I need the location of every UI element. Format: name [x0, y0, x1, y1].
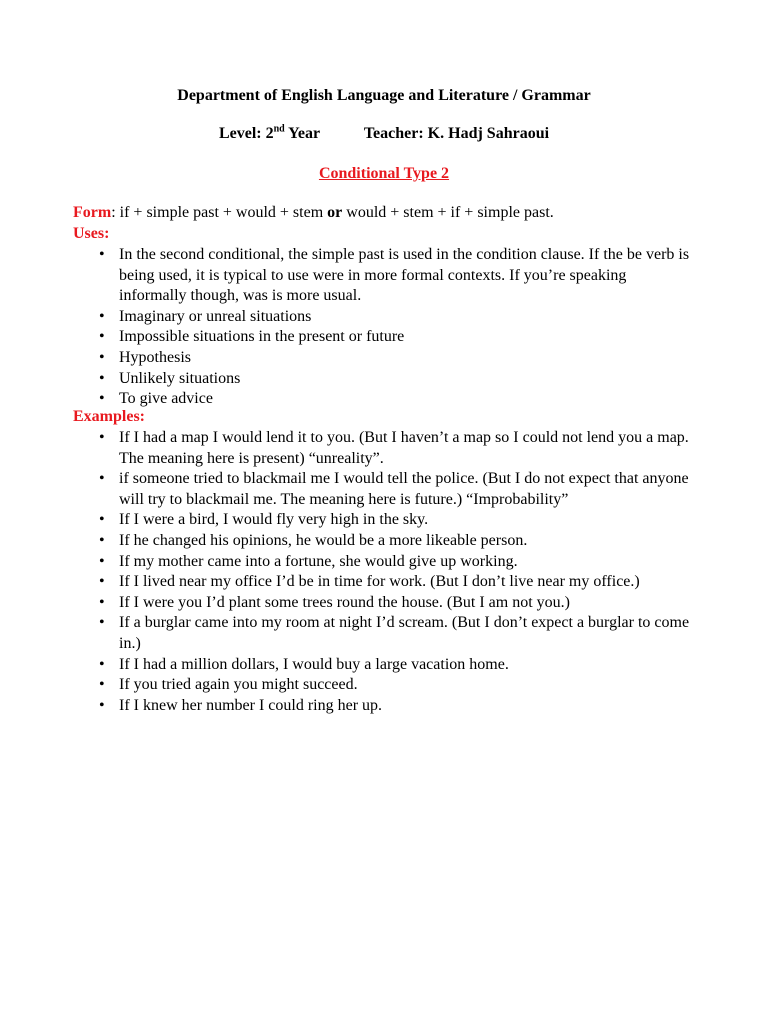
list-item: • If I had a million dollars, I would buy a large vacation home. [73, 655, 693, 676]
list-item: • Hypothesis [73, 348, 693, 369]
list-item: • In the second conditional, the simple past is used in the condition clause. If the be verb is being used, it is typical to use were in more formal contexts. If you’re speaking informally though, was is more usual. [73, 245, 693, 307]
list-item: • If a burglar came into my room at night I’d scream. (But I don’t expect a burglar to come in.) [73, 613, 693, 654]
page-title: Conditional Type 2 [318, 165, 450, 182]
teacher-name: Teacher: K. Hadj Sahraoui [363, 125, 550, 142]
level-label: Level: 2nd Year [218, 123, 320, 142]
list-item: • If you tried again you might succeed. [73, 675, 693, 696]
form-rule [73, 203, 713, 224]
list-item: • If my mother came into a fortune, she would give up working. [73, 552, 693, 573]
examples-heading: Examples: [73, 408, 145, 425]
uses-list [73, 245, 693, 410]
examples-list [73, 428, 693, 716]
uses-heading: Uses: [73, 225, 110, 242]
list-item: • Impossible situations in the present or future [73, 327, 693, 348]
form-text-after: would + stem + if + simple past. [342, 204, 554, 221]
list-item: • To give advice [73, 389, 693, 410]
level-ordinal-suffix: nd [273, 123, 285, 135]
list-item: • If I were a bird, I would fly very high in the sky. [73, 510, 693, 531]
list-item: • If I were you I’d plant some trees round the house. (But I am not you.) [73, 593, 693, 614]
list-item: • If I knew her number I could ring her up. [73, 696, 693, 717]
level-teacher-line [0, 124, 768, 144]
form-text-before: : if + simple past + would + stem [111, 204, 328, 221]
list-item: • if someone tried to blackmail me I would tell the police. (But I do not expect that anyone will try to blackmail me. The meaning here is future.) “Improbability” [73, 469, 693, 510]
list-item: • Unlikely situations [73, 369, 693, 390]
list-item: • If I had a map I would lend it to you. (But I haven’t a map so I could not lend you a map. The meaning here is present) “unreality”. [73, 428, 693, 469]
list-item: • If he changed his opinions, he would be a more likeable person. [73, 531, 693, 552]
form-label: Form [73, 204, 112, 221]
list-item: • If I lived near my office I’d be in time for work. (But I don’t live near my office.) [73, 572, 693, 593]
form-or: or [327, 204, 343, 221]
department-heading: Department of English Language and Literature / Grammar [177, 87, 591, 104]
list-item: • Imaginary or unreal situations [73, 307, 693, 328]
